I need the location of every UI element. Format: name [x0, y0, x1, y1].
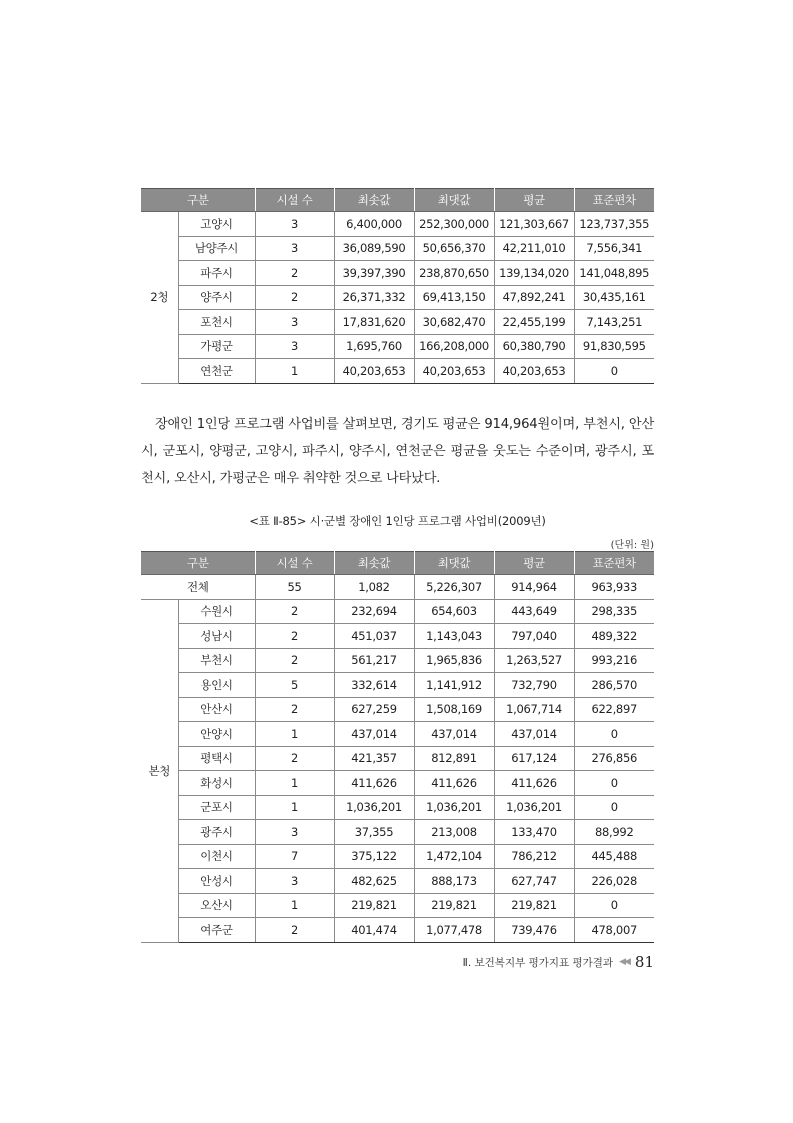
table-cell: 39,397,390: [334, 261, 414, 286]
table-row: [141, 893, 654, 918]
table-cell: 411,626: [494, 771, 574, 796]
table-cell: 2: [255, 746, 334, 771]
table-cell: 26,371,332: [334, 285, 414, 310]
table-cell: 797,040: [494, 624, 574, 649]
table-cell: 69,413,150: [414, 285, 494, 310]
table-cell: 55: [255, 575, 334, 600]
header-min: 최솟값: [334, 189, 414, 212]
table-cell: 914,964: [494, 575, 574, 600]
header-category: 구분: [141, 552, 255, 575]
table-cell: 238,870,650: [414, 261, 494, 286]
table-cell: 617,124: [494, 746, 574, 771]
region-name: 고양시: [178, 212, 255, 237]
header-max: 최댓값: [414, 189, 494, 212]
table-cell: 478,007: [574, 918, 654, 943]
table-cell: 963,933: [574, 575, 654, 600]
header-stddev: 표준편차: [574, 552, 654, 575]
table-cell: 2: [255, 261, 334, 286]
table-cell: 17,831,620: [334, 310, 414, 335]
table-row: [141, 795, 654, 820]
table-row: [141, 697, 654, 722]
table-cell: 1,036,201: [414, 795, 494, 820]
table-cell: 1,695,760: [334, 334, 414, 359]
table-cell: 226,028: [574, 869, 654, 894]
table-cell: 489,322: [574, 624, 654, 649]
group-label: 본청: [141, 599, 178, 942]
table-cell: 3: [255, 820, 334, 845]
table-cell: 888,173: [414, 869, 494, 894]
table-cell: 375,122: [334, 844, 414, 869]
table-row: [141, 261, 654, 286]
header-min: 최솟값: [334, 552, 414, 575]
region-name: 파주시: [178, 261, 255, 286]
table-cell: 3: [255, 869, 334, 894]
table-cell: 1,143,043: [414, 624, 494, 649]
region-name: 오산시: [178, 893, 255, 918]
table-cell: 437,014: [334, 722, 414, 747]
region-name: 안성시: [178, 869, 255, 894]
table-cell: 411,626: [334, 771, 414, 796]
table-cell: 1,036,201: [494, 795, 574, 820]
table-cell: 2: [255, 918, 334, 943]
table-cell: 3: [255, 236, 334, 261]
table-cell: 232,694: [334, 599, 414, 624]
table-cell: 0: [574, 795, 654, 820]
table-cell: 2: [255, 285, 334, 310]
region-name: 성남시: [178, 624, 255, 649]
table-cell: 7,143,251: [574, 310, 654, 335]
table-cell: 219,821: [494, 893, 574, 918]
table-cell: 627,259: [334, 697, 414, 722]
table-cell: 139,134,020: [494, 261, 574, 286]
table-cell: 1,965,836: [414, 648, 494, 673]
table-cell: 286,570: [574, 673, 654, 698]
table-cell: 2: [255, 648, 334, 673]
table-cell: 88,992: [574, 820, 654, 845]
table-row: [141, 673, 654, 698]
table-cell: 3: [255, 212, 334, 237]
table-cell: 42,211,010: [494, 236, 574, 261]
table-cell: 421,357: [334, 746, 414, 771]
table-cell: 1,077,478: [414, 918, 494, 943]
table-row: [141, 212, 654, 237]
table-cell: 451,037: [334, 624, 414, 649]
table-cell: 1: [255, 722, 334, 747]
table-cell: 437,014: [494, 722, 574, 747]
region-name: 화성시: [178, 771, 255, 796]
table-cell: 332,614: [334, 673, 414, 698]
table-cell: 121,303,667: [494, 212, 574, 237]
region-name: 양주시: [178, 285, 255, 310]
table-cell: 141,048,895: [574, 261, 654, 286]
header-category: 구분: [141, 189, 255, 212]
footer-arrows-icon: ◀◀: [619, 957, 629, 967]
region-name: 연천군: [178, 359, 255, 384]
table-cell: 2: [255, 599, 334, 624]
table-cell: 123,737,355: [574, 212, 654, 237]
region-name: 안산시: [178, 697, 255, 722]
table-cell: 36,089,590: [334, 236, 414, 261]
table-cell: 561,217: [334, 648, 414, 673]
region-name: 안양시: [178, 722, 255, 747]
table-facility-cost-2nd-office: [141, 188, 654, 384]
table-cell: 1,472,104: [414, 844, 494, 869]
group-label: 2청: [141, 212, 178, 384]
table-cell: 0: [574, 771, 654, 796]
table-cell: 739,476: [494, 918, 574, 943]
region-name: 여주군: [178, 918, 255, 943]
table-row: [141, 334, 654, 359]
region-name: 가평군: [178, 334, 255, 359]
table-row: [141, 844, 654, 869]
table-cell: 0: [574, 359, 654, 384]
table-body: [141, 575, 654, 943]
region-name: 군포시: [178, 795, 255, 820]
table-cell: 298,335: [574, 599, 654, 624]
table-cell: 40,203,653: [494, 359, 574, 384]
table-cell: 1: [255, 771, 334, 796]
table-cell: 401,474: [334, 918, 414, 943]
table-unit: (단위: 원): [610, 540, 654, 551]
table-cell: 3: [255, 334, 334, 359]
table-row: [141, 648, 654, 673]
table-cell: 1: [255, 795, 334, 820]
table-cell: 3: [255, 310, 334, 335]
table-cell: 7: [255, 844, 334, 869]
table-cell: 0: [574, 722, 654, 747]
region-name: 이천시: [178, 844, 255, 869]
region-name: 부천시: [178, 648, 255, 673]
table-cell: 445,488: [574, 844, 654, 869]
table-cell: 30,682,470: [414, 310, 494, 335]
table-header-row: [141, 552, 654, 575]
table-row: [141, 746, 654, 771]
table-cell: 654,603: [414, 599, 494, 624]
footer-section-title: Ⅱ. 보건복지부 평가지표 평가결과: [462, 956, 614, 969]
table-cell: 50,656,370: [414, 236, 494, 261]
table-row: [141, 918, 654, 943]
table-cell: 1,508,169: [414, 697, 494, 722]
header-facility-count: 시설 수: [255, 552, 334, 575]
table-cell: 252,300,000: [414, 212, 494, 237]
table-cell: 1,036,201: [334, 795, 414, 820]
table-cell: 1,067,714: [494, 697, 574, 722]
table-cell: 482,625: [334, 869, 414, 894]
table-row: [141, 820, 654, 845]
table-cell: 0: [574, 893, 654, 918]
header-mean: 평균: [494, 552, 574, 575]
table-cell: 213,008: [414, 820, 494, 845]
table-cell: 40,203,653: [414, 359, 494, 384]
table-cell: 91,830,595: [574, 334, 654, 359]
page-number: 81: [634, 953, 654, 971]
table-cell: 411,626: [414, 771, 494, 796]
table-row: [141, 285, 654, 310]
table-cell: 219,821: [334, 893, 414, 918]
table-cell: 1: [255, 893, 334, 918]
table-body: [141, 212, 654, 384]
body-paragraph: 장애인 1인당 프로그램 사업비를 살펴보면, 경기도 평균은 914,964원이며, 부천시, 안산시, 군포시, 양평군, 고양시, 파주시, 양주시, 연천군은 평균을 웃도는 수준이며, 광주시, 포천시, 오산시, 가평군은 매우 취약한 것으로 나타났다.: [141, 417, 654, 486]
table-row: [141, 869, 654, 894]
table-cell: 1,082: [334, 575, 414, 600]
table-cell: 37,355: [334, 820, 414, 845]
table-cell: 219,821: [414, 893, 494, 918]
table-cell: 1,263,527: [494, 648, 574, 673]
table-cell: 133,470: [494, 820, 574, 845]
region-name: 남양주시: [178, 236, 255, 261]
table-cell: 443,649: [494, 599, 574, 624]
table-cell: 22,455,199: [494, 310, 574, 335]
table-cell: 627,747: [494, 869, 574, 894]
table-cell: 60,380,790: [494, 334, 574, 359]
table-cell: 622,897: [574, 697, 654, 722]
table-cell: 993,216: [574, 648, 654, 673]
table-row: [141, 236, 654, 261]
table-row: [141, 359, 654, 384]
table-cell: 2: [255, 697, 334, 722]
header-max: 최댓값: [414, 552, 494, 575]
page-footer: [463, 953, 654, 971]
table-cell: 5,226,307: [414, 575, 494, 600]
table-cell: 812,891: [414, 746, 494, 771]
table-cell: 276,856: [574, 746, 654, 771]
table-cell: 7,556,341: [574, 236, 654, 261]
table-row: [141, 722, 654, 747]
table-cell: 786,212: [494, 844, 574, 869]
header-facility-count: 시설 수: [255, 189, 334, 212]
table-cell: 1: [255, 359, 334, 384]
table-cell: 166,208,000: [414, 334, 494, 359]
table-row: [141, 624, 654, 649]
header-stddev: 표준편차: [574, 189, 654, 212]
table-cell: 40,203,653: [334, 359, 414, 384]
table-row-total: [141, 575, 654, 600]
table-cell: 6,400,000: [334, 212, 414, 237]
table-row: [141, 310, 654, 335]
table-row: [141, 771, 654, 796]
table-cell: 732,790: [494, 673, 574, 698]
region-name: 수원시: [178, 599, 255, 624]
region-name: 포천시: [178, 310, 255, 335]
header-mean: 평균: [494, 189, 574, 212]
table-cell: 437,014: [414, 722, 494, 747]
table-row: [141, 599, 654, 624]
table-cell: 1,141,912: [414, 673, 494, 698]
table-cell: 47,892,241: [494, 285, 574, 310]
table-per-capita-program-cost: [141, 551, 654, 943]
table-caption: <표 Ⅱ-85> 시·군별 장애인 1인당 프로그램 사업비(2009년): [249, 514, 546, 528]
table-header-row: [141, 189, 654, 212]
table-cell: 30,435,161: [574, 285, 654, 310]
total-label: 전체: [141, 575, 255, 600]
table-cell: 5: [255, 673, 334, 698]
region-name: 광주시: [178, 820, 255, 845]
table-cell: 2: [255, 624, 334, 649]
region-name: 평택시: [178, 746, 255, 771]
region-name: 용인시: [178, 673, 255, 698]
